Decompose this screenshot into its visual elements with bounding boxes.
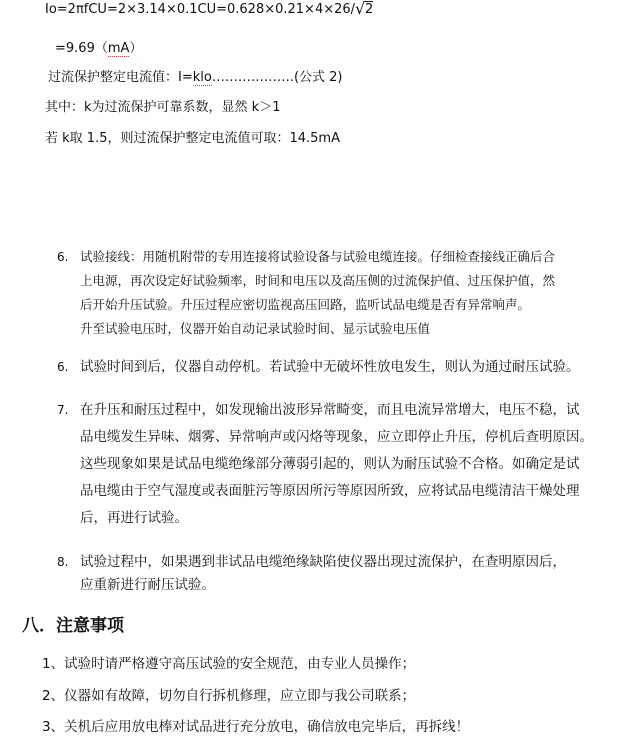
formula-result-close: ） bbox=[129, 41, 143, 56]
formula-klo: klo bbox=[192, 70, 212, 85]
list-item bbox=[57, 551, 622, 597]
list-item-line: 品电缆发生异味、烟雾、异常响声或闪烙等现象，应立即停止升压，停机后查明原因。 bbox=[80, 429, 593, 445]
list-item-line: 在升压和耐压过程中，如发现输出波形异常畸变，而且电流异常增大，电压不稳，试 bbox=[80, 402, 580, 418]
formula-result-unit: mA bbox=[107, 41, 130, 56]
list-item-line: 试验过程中，如果遇到非试品电缆绝缘缺陷使仪器出现过流保护，在查明原因后， bbox=[80, 554, 566, 570]
sqrt-expression bbox=[355, 2, 373, 17]
sqrt-symbol: √ bbox=[355, 0, 366, 18]
list-item-line: 上电源，再次设定好试验频率，时间和电压以及高压侧的过流保护值、过压保护值，然 bbox=[80, 273, 556, 288]
list-item-number: 7. bbox=[57, 403, 69, 417]
list-item bbox=[57, 357, 622, 377]
formula-overcurrent-label: 过流保护整定电流值：I= bbox=[48, 70, 193, 85]
sqrt-radicand: 2 bbox=[365, 2, 374, 17]
list-item bbox=[57, 397, 622, 532]
note-item: 2、仪器如有故障，切勿自行拆机修理，应立即与我公司联系； bbox=[42, 688, 416, 704]
list-item-line: 升至试验电压时，仪器开始自动记录试验时间、显示试验电压值 bbox=[80, 321, 431, 336]
list-item-line: 试验接线：用随机附带的专用连接将试验设备与试验电缆连接。仔细检查接线正确后合 bbox=[80, 249, 556, 264]
list-item-line: 后开始升压试验。升压过程应密切监视高压回路，监听试品电缆是否有异常响声。 bbox=[80, 297, 531, 312]
formula-note-value: 若 k取 1.5，则过流保护整定电流值可取：14.5mA bbox=[45, 131, 340, 146]
list-item-number: 8. bbox=[57, 555, 69, 569]
formula-io-line bbox=[45, 2, 373, 17]
formula-io-text: Io=2πfCU=2×3.14×0.1CU=0.628×0.21×4×26/ bbox=[45, 2, 356, 17]
formula-ref: ……………….(公式 2) bbox=[211, 70, 343, 85]
list-item-number: 6. bbox=[57, 250, 69, 264]
list-item-line: 后，再进行试验。 bbox=[80, 510, 188, 526]
formula-result-line bbox=[55, 37, 142, 56]
formula-overcurrent-line bbox=[48, 66, 343, 85]
list-item-line: 应重新进行耐压试验。 bbox=[80, 577, 215, 593]
formula-note-k: 其中：k为过流保护可靠系数，显然 k＞1 bbox=[45, 100, 281, 115]
note-item: 3、关机后应用放电棒对试品进行充分放电，确信放电完毕后，再拆线！ bbox=[42, 719, 470, 735]
list-item-line: 试验时间到后，仪器自动停机。若试验中无破坏性放电发生，则认为通过耐压试验。 bbox=[80, 359, 580, 375]
list-item-line: 品电缆由于空气湿度或表面脏污等原因所污等原因所致，应将试品电缆清洁干燥处理 bbox=[80, 483, 580, 499]
list-item-line: 这些现象如果是试品电缆绝缘部分薄弱引起的，则认为耐压试验不合格。如确定是试 bbox=[80, 456, 580, 472]
list-item bbox=[57, 245, 622, 341]
section-heading: 八．注意事项 bbox=[22, 616, 124, 636]
list-item-number: 6. bbox=[57, 360, 69, 374]
note-item: 1、试验时请严格遵守高压试验的安全规范，由专业人员操作； bbox=[42, 656, 416, 672]
formula-result-value: =9.69（ bbox=[55, 41, 108, 56]
